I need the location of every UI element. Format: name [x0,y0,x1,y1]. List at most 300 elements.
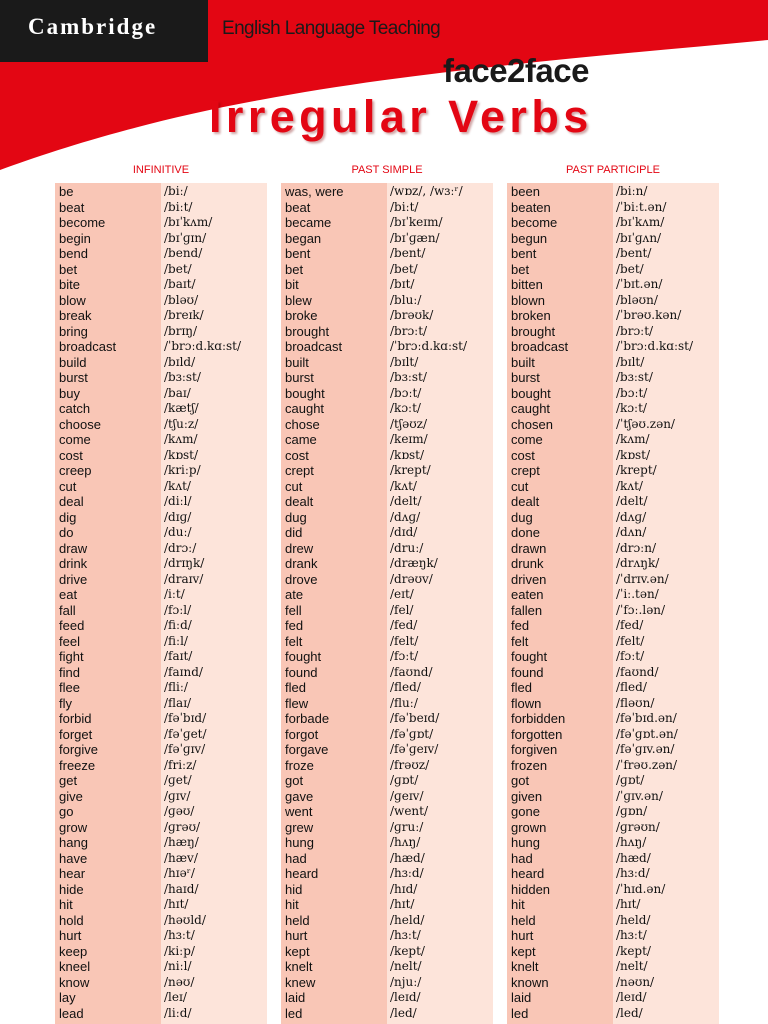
table-row [281,556,493,572]
table-row [507,727,719,743]
verb-form: knelt [285,959,313,974]
pronunciation: /hɪəʳ/ [164,866,195,880]
pronunciation: /həʊld/ [164,912,206,927]
verb-form: flew [285,695,309,711]
table-row [281,804,493,820]
table-row [507,820,719,836]
pronunciation: /led/ [616,1005,643,1020]
pronunciation: /ɡet/ [164,773,192,787]
table-row [281,525,493,541]
verb-form: know [59,974,90,990]
pronunciation: /bɪlt/ [390,354,419,369]
verb-form: led [285,1005,303,1021]
pronunciation: /niːl/ [164,959,192,973]
pronunciation: /went/ [390,804,429,818]
pronunciation: /bɔːt/ [390,385,422,400]
verb-form: fall [59,602,76,618]
verb-form: ate [285,587,304,602]
pronunciation: /nəʊ/ [164,974,195,989]
table-row [281,370,493,386]
table-row [281,324,493,340]
pronunciation: /kʌt/ [390,478,417,493]
cambridge-logo: Cambridge [28,14,158,39]
table-row [507,603,719,619]
table-row [55,200,267,216]
pronunciation: /drəʊv/ [390,571,433,586]
verb-form: fled [511,680,532,695]
pronunciation: /wɒz/, /wɜːʳ/ [390,184,463,198]
pronunciation: /ˈhɪd.ən/ [616,881,666,896]
verb-form: broadcast [59,339,117,354]
table-row [507,649,719,665]
pronunciation: /ɡeɪv/ [390,788,424,803]
table-row [281,866,493,882]
verb-form: caught [285,401,325,416]
verb-form: hit [285,897,299,912]
verb-form: laid [285,990,306,1005]
verb-form: crept [285,463,314,478]
table-row [55,541,267,557]
pronunciation: /kɒst/ [164,447,199,462]
verb-form: bet [511,261,530,277]
pronunciation: /bɔːt/ [616,385,648,400]
table-row [55,820,267,836]
verb-form: fed [511,618,530,633]
verb-form: hide [59,881,84,897]
verb-form: forget [59,726,93,742]
pronunciation: /eɪt/ [390,587,414,601]
verb-form: bought [511,385,551,401]
verb-form: drink [59,556,88,571]
pronunciation: /delt/ [390,494,422,508]
verb-form: build [59,354,87,370]
table-row [507,231,719,247]
pronunciation: /ɡɒt/ [390,773,419,787]
pronunciation: /biːt/ [390,199,419,214]
verb-form: forbid [59,711,92,726]
pronunciation: /ɡɒn/ [616,804,648,818]
table-row [281,742,493,758]
table-row [281,1006,493,1022]
table-row [507,572,719,588]
table-row [55,618,267,634]
verb-form: dig [59,509,77,525]
table-row [55,184,267,200]
table-row [507,432,719,448]
pronunciation: /keɪm/ [390,432,428,446]
pronunciation: /bɪˈɡæn/ [390,230,440,245]
verb-form: gone [511,804,540,819]
table-row [507,386,719,402]
pronunciation: /baɪt/ [164,277,196,291]
table-row [281,711,493,727]
verb-form: did [285,525,303,540]
verb-form: bite [59,277,80,292]
pronunciation: /draɪv/ [164,571,204,586]
pronunciation: /bɪˈɡʌn/ [616,230,662,245]
pronunciation: /hɪt/ [616,897,641,911]
pronunciation: /fled/ [616,680,647,694]
pronunciation: /dʌn/ [616,525,647,539]
verb-form: built [511,354,535,370]
verb-form: bring [59,323,88,339]
verb-form: broken [511,308,551,323]
verb-form: fed [285,618,304,633]
pronunciation: /bet/ [616,261,644,276]
pronunciation: /held/ [616,912,651,927]
verb-form: bit [285,277,299,292]
table-row [55,711,267,727]
pronunciation: /hɜːt/ [164,928,195,942]
table-row [281,913,493,929]
table-row [281,618,493,634]
verb-form: hidden [511,881,551,897]
table-row [55,634,267,650]
verb-form: drank [285,556,318,571]
table-row [55,401,267,417]
table-row [507,680,719,696]
verb-form: had [511,850,533,866]
pronunciation: /nəʊn/ [616,974,655,989]
pronunciation: /frəʊz/ [390,757,430,772]
pronunciation: /tʃəʊz/ [390,416,428,431]
table-row [281,448,493,464]
table-row [507,479,719,495]
verb-form: dealt [511,494,540,509]
pronunciation: /leɪd/ [390,990,421,1004]
pronunciation: /diːl/ [164,494,192,508]
table-row [281,463,493,479]
pronunciation: /dʌɡ/ [616,509,647,524]
pronunciation: /hɜːd/ [390,866,424,880]
table-row [281,277,493,293]
pronunciation: /biː/ [164,184,188,198]
table-row [507,944,719,960]
table-row [55,758,267,774]
verb-form: freeze [59,757,96,773]
table-row [55,386,267,402]
verb-form: laid [511,990,532,1005]
table-row [55,742,267,758]
table-row [507,851,719,867]
pronunciation: /held/ [390,912,425,927]
verb-form: went [285,804,313,819]
pronunciation: /krept/ [390,463,431,477]
table-row [281,680,493,696]
pronunciation: /drʌŋk/ [616,556,660,570]
verb-form: beaten [511,199,551,215]
pronunciation: /felt/ [390,633,419,648]
pronunciation: /ˈbiːt.ən/ [616,199,667,214]
verb-form: knew [285,974,316,990]
pronunciation: /fɔːl/ [164,602,192,617]
verb-form: do [59,525,74,540]
pronunciation: /dɪɡ/ [164,509,192,524]
pronunciation: /ˈbrɔːd.kɑːst/ [390,339,468,353]
table-row [507,246,719,262]
table-row [281,882,493,898]
table-row [55,928,267,944]
verb-form: forbidden [511,711,566,726]
verb-form: gave [285,788,314,804]
past-simple-table [281,183,493,1024]
table-row [507,1006,719,1022]
verb-form: chose [285,416,320,432]
table-row [281,246,493,262]
verb-form: hurt [59,928,82,943]
verb-form: blow [59,292,86,308]
table-row [55,432,267,448]
verb-form: grown [511,819,547,835]
table-row [55,308,267,324]
table-row [507,758,719,774]
table-row [55,851,267,867]
verb-form: catch [59,401,91,416]
table-row [281,494,493,510]
pronunciation: /fel/ [390,602,414,617]
table-row [281,401,493,417]
verb-form: break [59,308,92,323]
pronunciation: /bent/ [390,246,426,260]
pronunciation: /dræŋk/ [390,556,438,570]
verb-form: knelt [511,959,539,974]
verb-form: go [59,804,74,819]
table-row [507,975,719,991]
pronunciation: /bləʊn/ [616,292,658,307]
verb-form: got [511,773,530,788]
table-row [281,851,493,867]
table-row [55,804,267,820]
verb-form: flee [59,680,80,695]
verb-form: eaten [511,587,544,602]
table-row [507,339,719,355]
verb-form: become [511,215,558,230]
table-row [281,603,493,619]
table-row [55,463,267,479]
pronunciation: /faʊnd/ [390,664,433,679]
table-row [55,370,267,386]
verb-form: caught [511,401,551,416]
pronunciation: /tʃuːz/ [164,416,199,431]
table-row [507,277,719,293]
verb-form: drive [59,571,88,587]
verb-form: brought [511,323,556,339]
table-row [55,572,267,588]
verb-form: forgot [285,726,319,742]
verb-form: bent [285,246,311,261]
pronunciation: /led/ [390,1005,417,1020]
verb-form: driven [511,571,547,587]
table-row [507,835,719,851]
verb-form: lead [59,1005,84,1021]
pronunciation: /bɪˈɡɪn/ [164,230,207,245]
pronunciation: /fliː/ [164,680,188,694]
verb-form: became [285,215,332,230]
pronunciation: /drɔː/ [164,540,197,555]
pronunciation: /bɪˈkeɪm/ [390,215,443,229]
verb-form: grow [59,819,88,835]
pronunciation: /ˈbɪt.ən/ [616,277,663,291]
table-row [507,634,719,650]
verb-form: blew [285,292,312,308]
table-row [55,510,267,526]
column-heading-past-simple: PAST SIMPLE [351,164,423,176]
pronunciation: /bet/ [390,261,418,276]
table-row [507,711,719,727]
verb-form: burst [285,370,314,385]
pronunciation: /brɪŋ/ [164,323,198,338]
table-row [281,990,493,1006]
table-row [281,928,493,944]
table-row [281,479,493,495]
pronunciation: /kɔːt/ [616,401,647,415]
pronunciation: /bend/ [164,246,203,260]
table-row [281,959,493,975]
pronunciation: /hɪt/ [390,897,415,911]
pronunciation: /fəˈɡeɪv/ [390,742,439,756]
column-heading-past-participle: PAST PARTICIPLE [566,164,660,176]
pronunciation: /faɪnd/ [164,664,203,679]
table-row [281,944,493,960]
table-row [507,293,719,309]
verb-form: held [511,912,536,928]
pronunciation: /delt/ [616,494,648,508]
pronunciation: /flaɪ/ [164,695,192,710]
pronunciation: /hæd/ [390,850,425,865]
pronunciation: /brəʊk/ [390,308,434,322]
table-row [507,696,719,712]
table-row [507,882,719,898]
pronunciation: /hɪt/ [164,897,189,911]
table-row [507,959,719,975]
pronunciation: /ˈiː.tən/ [616,587,659,601]
verb-form: drunk [511,556,544,571]
table-row [55,773,267,789]
table-row [55,246,267,262]
pronunciation: /bluː/ [390,292,422,307]
pronunciation: /nelt/ [616,959,648,973]
table-row [55,696,267,712]
table-row [55,665,267,681]
pronunciation: /bləʊ/ [164,292,199,307]
table-row [55,680,267,696]
pronunciation: /hæŋ/ [164,835,199,849]
table-row [507,742,719,758]
pronunciation: /kætʃ/ [164,401,199,415]
pronunciation: /ˈfɔː.lən/ [616,602,666,617]
column-heading-infinitive: INFINITIVE [132,164,190,176]
verb-form: bet [59,261,78,277]
table-row [281,293,493,309]
verb-form: bought [285,385,325,401]
verb-form: forgotten [511,726,563,742]
pronunciation: /bet/ [164,261,192,276]
table-row [55,1006,267,1022]
table-row [507,417,719,433]
pronunciation: /brɔːt/ [616,323,654,338]
pronunciation: /hɜːt/ [390,928,421,942]
verb-form: dug [511,509,533,525]
verb-form: led [511,1005,529,1021]
verb-form: fly [59,695,72,711]
pronunciation: /ˈfrəʊ.zən/ [616,757,678,772]
verb-form: find [59,664,80,680]
verb-form: cost [285,447,309,463]
verb-form: brought [285,323,330,339]
infinitive-table [55,183,267,1024]
pronunciation: /kʌm/ [616,432,650,446]
verb-form: eat [59,587,78,602]
verb-form: choose [59,416,101,432]
verb-form: broke [285,308,318,323]
pronunciation: /ˈbrəʊ.kən/ [616,308,682,322]
table-row [55,587,267,603]
pronunciation: /dɪd/ [390,525,418,539]
table-row [281,820,493,836]
verb-form: blown [511,292,545,308]
pronunciation: /bent/ [616,246,652,260]
pronunciation: /friːz/ [164,757,197,772]
verb-form: chosen [511,416,553,432]
table-row [281,773,493,789]
pronunciation: /hæd/ [616,850,651,865]
pronunciation: /ɡɪv/ [164,788,191,803]
table-row [507,556,719,572]
pronunciation: /bɜːst/ [164,370,201,384]
table-row [281,432,493,448]
table-row [507,897,719,913]
table-row [281,262,493,278]
page-header [0,0,768,175]
table-row [281,417,493,433]
pronunciation: /kriːp/ [164,463,201,477]
table-row [507,866,719,882]
table-row [281,572,493,588]
verb-form: bend [59,246,88,261]
table-row [281,727,493,743]
verb-form: got [285,773,304,788]
table-row [507,370,719,386]
pronunciation: /hɜːd/ [616,866,650,880]
pronunciation: /kept/ [616,943,651,958]
table-row [55,479,267,495]
verb-form: hung [285,835,314,850]
table-row [55,789,267,805]
table-row [55,556,267,572]
table-row [281,355,493,371]
table-row [507,401,719,417]
pronunciation: /hʌŋ/ [390,835,421,849]
pronunciation: /bɜːst/ [616,370,653,384]
table-row [55,262,267,278]
table-row [55,355,267,371]
table-row [55,990,267,1006]
pronunciation: /krept/ [616,463,657,477]
table-row [507,913,719,929]
table-row [507,215,719,231]
pronunciation: /fəˈbeɪd/ [390,711,440,725]
table-row [55,603,267,619]
pronunciation: /fəˈɡɪv.ən/ [616,742,675,756]
page-title: Irregular Verbs [209,91,593,142]
table-row [281,184,493,200]
pronunciation: /fluː/ [390,695,418,710]
pronunciation: /fəˈbɪd.ən/ [616,711,677,725]
pronunciation: /druː/ [390,540,424,555]
verb-form: heard [285,866,319,881]
pronunciation: /liːd/ [164,1005,192,1020]
table-row [55,897,267,913]
